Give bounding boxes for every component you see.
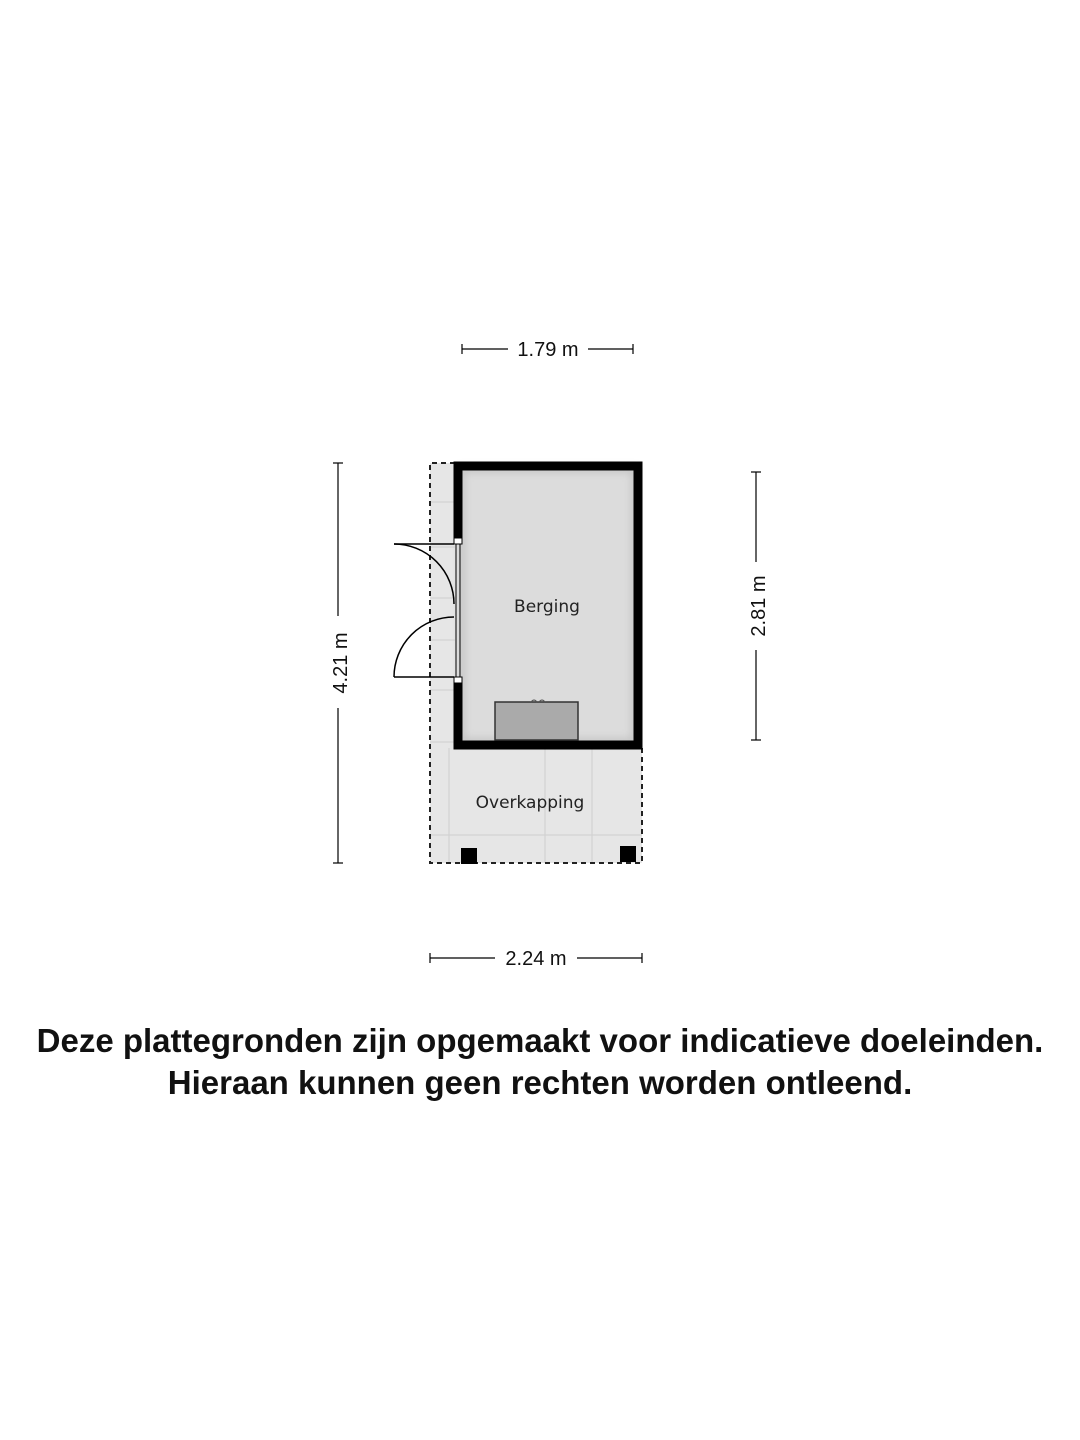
door-jamb-bottom — [454, 677, 462, 683]
dimension-label-bottom: 2.24 m — [505, 948, 567, 970]
room-label-storage: Berging — [514, 597, 580, 617]
dimension-bottom — [430, 948, 642, 970]
workbench — [495, 702, 578, 740]
dimension-label-left: 4.21 m — [330, 632, 352, 694]
disclaimer — [0, 1020, 1080, 1104]
dimension-top — [462, 339, 633, 361]
dimension-label-right: 2.81 m — [748, 575, 770, 637]
canopy-post-right — [620, 846, 636, 862]
room-label-canopy: Overkapping — [475, 793, 585, 813]
dimension-right — [748, 472, 770, 740]
dimension-label-top: 1.79 m — [517, 339, 579, 361]
disclaimer-line-1: Deze plattegronden zijn opgemaakt voor indicatieve doeleinden. — [36, 1022, 1044, 1059]
disclaimer-line-2: Hieraan kunnen geen rechten worden ontleend. — [167, 1064, 913, 1101]
dimension-left — [330, 463, 352, 863]
canopy-post-left — [461, 848, 477, 864]
door-jamb-top — [454, 538, 462, 544]
